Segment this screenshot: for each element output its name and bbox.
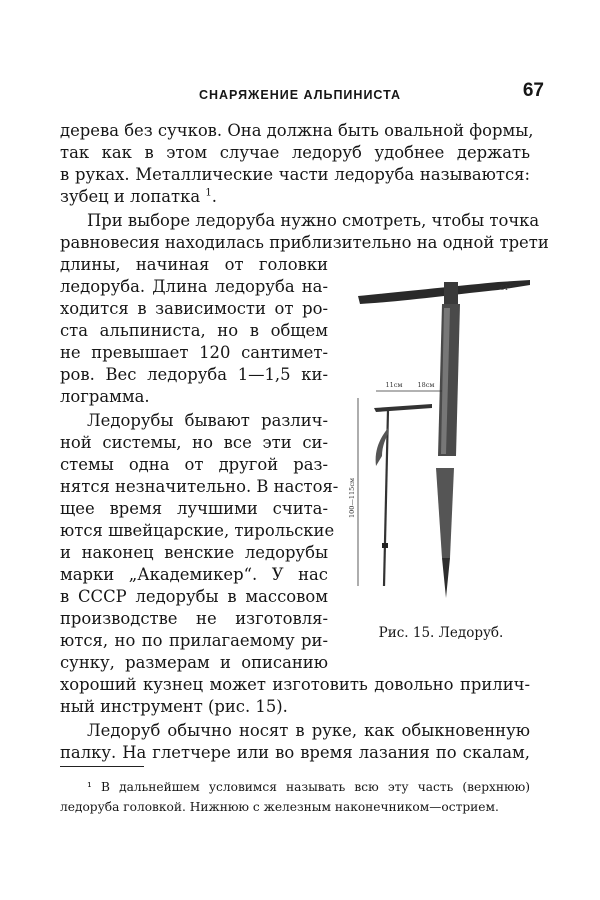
text-line: в СССР ледорубы в массовом bbox=[60, 587, 328, 606]
sketch-ferrule-shape bbox=[382, 543, 388, 548]
text-line: длины, начиная от головки bbox=[60, 255, 328, 274]
text-line: в руках. Металлические части ледоруба называются: bbox=[60, 165, 530, 184]
sketch-head-shape bbox=[374, 404, 432, 412]
figure-caption: Рис. 15. Ледоруб. bbox=[378, 625, 504, 641]
page-number: 67 bbox=[522, 80, 544, 101]
text-line: ный инструмент (рис. 15). bbox=[60, 697, 288, 716]
text-line: стемы одна от другой раз- bbox=[60, 455, 328, 474]
ice-axe-illustration bbox=[338, 268, 548, 618]
footnote-line: ¹ В дальнейшем условимся называть всю эту часть (верхнюю) bbox=[87, 780, 530, 794]
header-title: СНАРЯЖЕНИЕ АЛЬПИНИСТА bbox=[198, 88, 402, 102]
text-line: ледоруба. Длина ледоруба на- bbox=[60, 277, 328, 296]
text-line-content: зубец и лопатка bbox=[60, 187, 201, 206]
text-line-tail: . bbox=[211, 187, 217, 206]
text-line: При выборе ледоруба нужно смотреть, чтобы точка bbox=[87, 211, 540, 230]
text-line: щее время лучшими считa- bbox=[60, 499, 328, 518]
text-line: нятся незначительно. В настоя- bbox=[60, 477, 339, 496]
dimension-label-angle: 61° bbox=[500, 284, 512, 292]
text-line: не превышает 120 сантимет- bbox=[60, 343, 328, 362]
text-line: ются швейцарские, тирольские bbox=[60, 521, 335, 540]
text-line: Ледоруб обычно носят в руке, как обыкновенную bbox=[87, 721, 530, 740]
text-line: ходится в зависимости от ро- bbox=[60, 299, 328, 318]
dimension-label-blade: 18см bbox=[417, 381, 435, 389]
dimension-label-head: 11см bbox=[385, 381, 403, 389]
axe-shaft-lower-shape bbox=[436, 468, 454, 558]
text-line: сунку, размерам и описанию bbox=[60, 653, 328, 672]
text-line: хороший кузнец может изготовить довольно прилич- bbox=[60, 675, 530, 694]
text-line: марки „Академикер“. У нас bbox=[60, 565, 328, 584]
footnote-divider bbox=[60, 766, 144, 767]
text-line: палку. На глетчере или во время лазания по скалам, bbox=[60, 743, 530, 762]
axe-spike-shape bbox=[442, 558, 450, 598]
text-line: ста альпиниста, но в общем bbox=[60, 321, 328, 340]
footnote-line: ледоруба головкой. Нижнюю с железным наконечником—острием. bbox=[60, 800, 499, 814]
text-line: дерева без сучков. Она должна быть овальной формы, bbox=[60, 121, 534, 140]
footnote-marker: 1 bbox=[205, 187, 212, 199]
ice-axe-figure bbox=[338, 268, 548, 618]
text-line bbox=[60, 186, 530, 208]
text-line: ются, но по прилагаемому ри- bbox=[60, 631, 328, 650]
text-line: так как в этом случае ледоруб удобнее держать bbox=[60, 143, 530, 162]
text-line: ной системы, но все эти си- bbox=[60, 433, 328, 452]
text-line: равновесия находилась приблизительно на одной трети bbox=[60, 233, 549, 252]
text-line: лограмма. bbox=[60, 387, 150, 406]
text-line: и наконец венские ледорубы bbox=[60, 543, 328, 562]
dimension-label-length: 100—115см bbox=[348, 477, 356, 519]
text-line: ров. Вес ледоруба 1—1,5 ки- bbox=[60, 365, 328, 384]
text-line: Ледорубы бывают различ- bbox=[87, 411, 328, 430]
text-line: производстве не изготовля- bbox=[60, 609, 328, 628]
